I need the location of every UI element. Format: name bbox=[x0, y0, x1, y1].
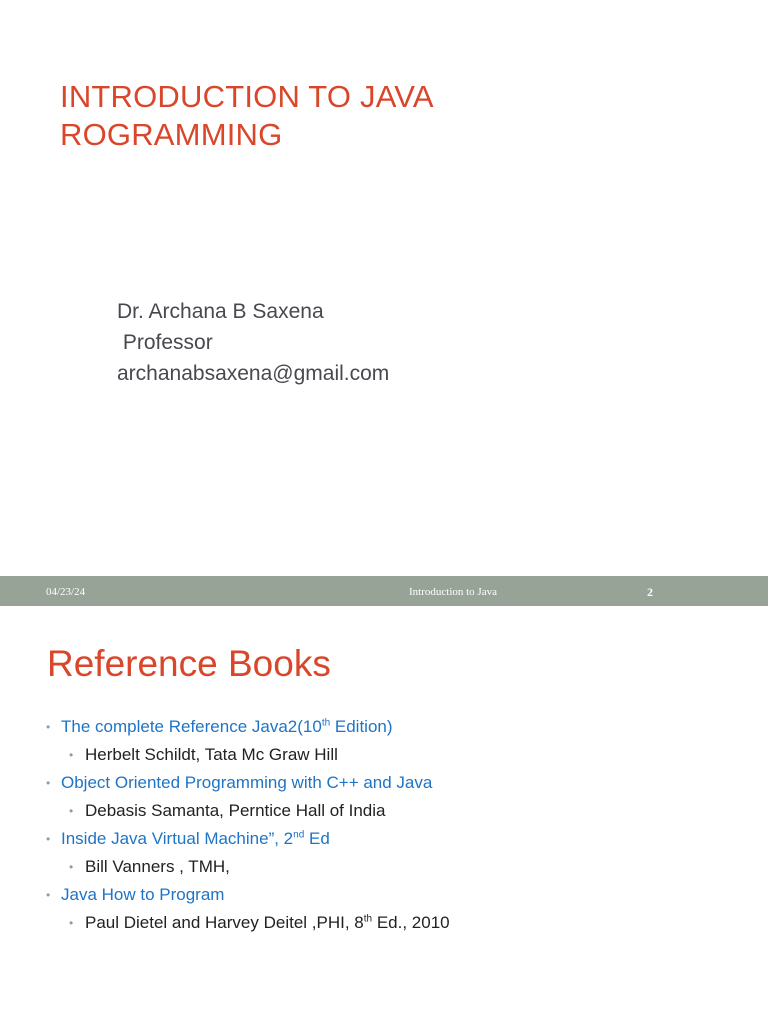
bullet-icon: • bbox=[69, 860, 74, 874]
book-author-2: • Debasis Samanta, Perntice Hall of India bbox=[69, 797, 746, 825]
author-name: Dr. Archana B Saxena bbox=[117, 300, 324, 323]
author-role: Professor bbox=[117, 331, 213, 354]
bullet-icon: • bbox=[46, 888, 51, 902]
footer-title: Introduction to Java bbox=[409, 586, 497, 598]
title-line-2: ROGRAMMING bbox=[60, 117, 283, 152]
book-author-1: • Herbelt Schildt, Tata Mc Graw Hill bbox=[69, 741, 746, 769]
book-title-3[interactable]: • Inside Java Virtual Machine”, 2nd Ed bbox=[46, 825, 746, 853]
bullet-icon: • bbox=[46, 776, 51, 790]
bullet-icon: • bbox=[46, 720, 51, 734]
bullet-icon: • bbox=[69, 916, 74, 930]
bullet-icon: • bbox=[46, 832, 51, 846]
reference-books-heading: Reference Books bbox=[47, 643, 331, 684]
book-list bbox=[46, 713, 746, 937]
book-author-3: • Bill Vanners , TMH, bbox=[69, 853, 746, 881]
book-title-1[interactable]: • The complete Reference Java2(10th Edition) bbox=[46, 713, 746, 741]
footer-date: 04/23/24 bbox=[46, 586, 86, 598]
book-author-4: • Paul Dietel and Harvey Deitel ,PHI, 8th Ed., 2010 bbox=[69, 909, 746, 937]
slide-reference-books bbox=[0, 606, 768, 1024]
title-line-1: INTRODUCTION TO JAVA bbox=[60, 79, 434, 114]
bullet-icon: • bbox=[69, 804, 74, 818]
book-title-4[interactable]: • Java How to Program bbox=[46, 881, 746, 909]
book-title-2[interactable]: • Object Oriented Programming with C++ and Java bbox=[46, 769, 746, 797]
author-block bbox=[117, 296, 389, 389]
page-number: 2 bbox=[647, 585, 653, 599]
slide-title-heading bbox=[60, 78, 434, 154]
bullet-icon: • bbox=[69, 748, 74, 762]
slide-footer bbox=[0, 576, 768, 606]
author-email: archanabsaxena@gmail.com bbox=[117, 362, 390, 385]
